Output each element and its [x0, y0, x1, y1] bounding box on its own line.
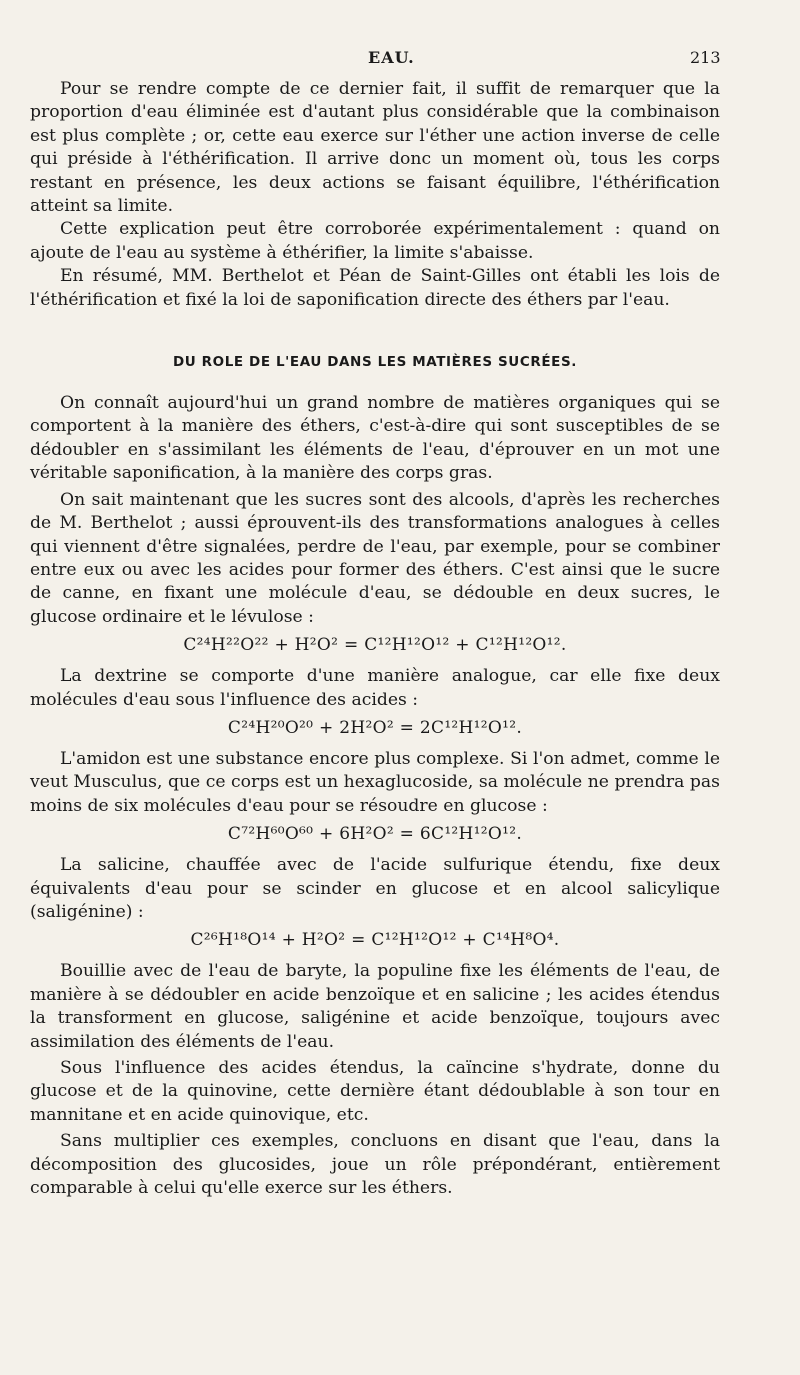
- paragraph-matieres-organiques: On connaît aujourd'hui un grand nombre de matières organiques qui se comportent à la manière des éthers, c'est-à-dire qui sont susceptibles de se dédoubler en s'assimilant les éléments de l'eau, d'éprouver en un mot une véritable saponification, à la manière des corps gras.: [30, 393, 720, 484]
- running-title: EAU.: [368, 48, 415, 67]
- paragraph-resume: En résumé, MM. Berthelot et Péan de Saint-Gilles ont établi les lois de l'éthérification et fixé la loi de saponification directe des éthers par l'eau.: [30, 266, 720, 310]
- formula-dextrine: C²⁴H²⁰O²⁰ + 2H²O² = 2C¹²H¹²O¹².: [227, 717, 523, 738]
- paragraph-sucres-alcools: On sait maintenant que les sucres sont des alcools, d'après les recherches de M. Berthelot ; aussi éprouvent-ils des transformations analogues à celles qui viennent d'être signalées, perdre de l'eau, par exemple, pour se combiner entre eux ou avec les acides pour former des éthers. C'est ainsi que le sucre de canne, en fixant une molécule d'eau, se dédouble en deux sucres, le glucose ordinaire et le lévulose :: [30, 489, 720, 627]
- paragraph-explication: Cette explication peut être corroborée expérimentalement : quand on ajoute de l'eau au système à éthérifier, la limite s'abaisse.: [30, 219, 720, 263]
- running-head: [30, 48, 720, 78]
- formula-sucre-canne: C²⁴H²²O²² + H²O² = C¹²H¹²O¹² + C¹²H¹²O¹².: [183, 635, 567, 656]
- formula-amidon: C⁷²H⁶⁰O⁶⁰ + 6H²O² = 6C¹²H¹²O¹².: [227, 824, 523, 845]
- paragraph-proportion-eau: Pour se rendre compte de ce dernier fait, il suffit de remarquer que la proportion d'eau éliminée est d'autant plus considérable que la combinaison est plus complète ; or, cette eau exerce sur l'éther une action inverse de celle qui préside à l'éthérification. Il arrive donc un moment où, tous les corps restant en présence, les deux actions se faisant équilibre, l'éthérification atteint sa limite.: [30, 79, 720, 217]
- formula-salicine: C²⁶H¹⁸O¹⁴ + H²O² = C¹²H¹²O¹² + C¹⁴H⁸O⁴.: [190, 930, 560, 951]
- paragraph-caincine: Sous l'influence des acides étendus, la caïncine s'hydrate, donne du glucose et de la quinovine, cette dernière étant dédoublable à son tour en mannitane et en acide quinovique, etc.: [30, 1058, 720, 1125]
- paragraph-populine: Bouillie avec de l'eau de baryte, la populine fixe les éléments de l'eau, de manière à se dédoubler en acide benzoïque et en salicine ; les acides étendus la transforment en glucose, saligénine et acide benzoïque, toujours avec assimilation des éléments de l'eau.: [30, 961, 720, 1052]
- paragraph-salicine: La salicine, chauffée avec de l'acide sulfurique étendu, fixe deux équivalents d'eau pour se scinder en glucose et en alcool salicylique (saligénine) :: [30, 855, 720, 922]
- paragraph-conclusion: Sans multiplier ces exemples, concluons en disant que l'eau, dans la décomposition des glucosides, joue un rôle prépondérant, entièrement comparable à celui qu'elle exerce sur les éthers.: [30, 1131, 720, 1199]
- paragraph-amidon: L'amidon est une substance encore plus complexe. Si l'on admet, comme le veut Musculus, que ce corps est un hexaglucoside, sa molécule ne prendra pas moins de six molécules d'eau pour se résoudre en glucose :: [30, 748, 720, 816]
- section-heading: DU ROLE DE L'EAU DANS LES MATIÈRES SUCRÉES.: [172, 354, 578, 371]
- paragraph-dextrine: La dextrine se comporte d'une manière analogue, car elle fixe deux molécules d'eau sous l'influence des acides :: [30, 666, 720, 710]
- page-number: 213: [690, 48, 721, 67]
